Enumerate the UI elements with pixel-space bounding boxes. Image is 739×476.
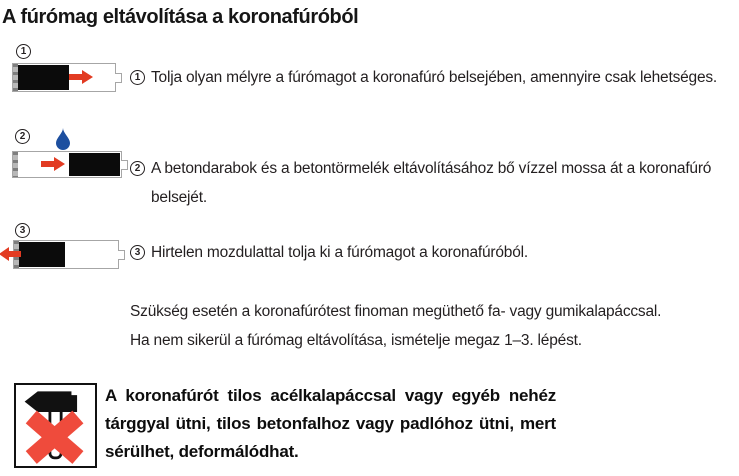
water-drop-icon [55,128,71,150]
warning-text [105,382,556,466]
step-3-number-badge: 3 [15,223,30,238]
step-1-inline-badge: 1 [130,70,145,85]
step-1 [130,63,717,92]
step-1-text: Tolja olyan mélyre a fúrómagot a koronafúró belsejében, amennyire csak lehetséges. [151,69,718,86]
step-3-inline-badge: 3 [130,245,145,260]
drill-teeth [13,152,18,177]
step-3 [130,238,528,267]
warning-line-1: A koronafúrót tilos acélkalapáccsal vagy egyéb nehéz [105,386,556,405]
step-1-number-badge: 1 [16,44,31,59]
push-arrow-right-icon [69,70,93,84]
note-line-1: Szükség esetén a koronafúrótest finoman megüthető fa- vagy gumikalapáccsal. [130,303,662,320]
step-2 [130,154,711,212]
drill-core-block [69,153,120,176]
no-hammer-icon [19,388,93,464]
core-drill-diagram-2 [12,151,122,178]
note-line-2: Ha nem sikerül a fúrómag eltávolítása, ismételje megaz 1–3. lépést. [130,332,582,349]
note-paragraph [130,297,661,355]
warning-line-2: tárggyal ütni, tilos betonfalhoz vagy padlóhoz ütni, mert [105,414,556,433]
no-hammer-warning-box [14,383,97,468]
step-2-text-line-1: A betondarabok és a betontörmelék eltávolításához bő vízzel mossa át a koronafúró [151,160,712,177]
warning-line-3: sérülhet, deformálódhat. [105,442,299,461]
page-title: A fúrómag eltávolítása a koronafúróból [2,6,359,28]
core-drill-diagram-3 [13,240,119,269]
eject-arrow-left-icon [0,247,21,261]
step-2-number-badge: 2 [15,129,30,144]
step-3-text: Hirtelen mozdulattal tolja ki a fúrómagot a koronafúróból. [151,244,528,261]
drill-core-block [19,242,65,267]
step-2-text-line-2: belsejét. [151,189,207,206]
drill-shank-tab [121,160,128,170]
push-arrow-right-icon [41,157,65,171]
drill-shank-tab [118,250,125,260]
drill-core-block [18,65,69,90]
drill-shank-tab [115,73,122,83]
core-drill-diagram-1 [12,63,116,92]
step-2-inline-badge: 2 [130,161,145,176]
